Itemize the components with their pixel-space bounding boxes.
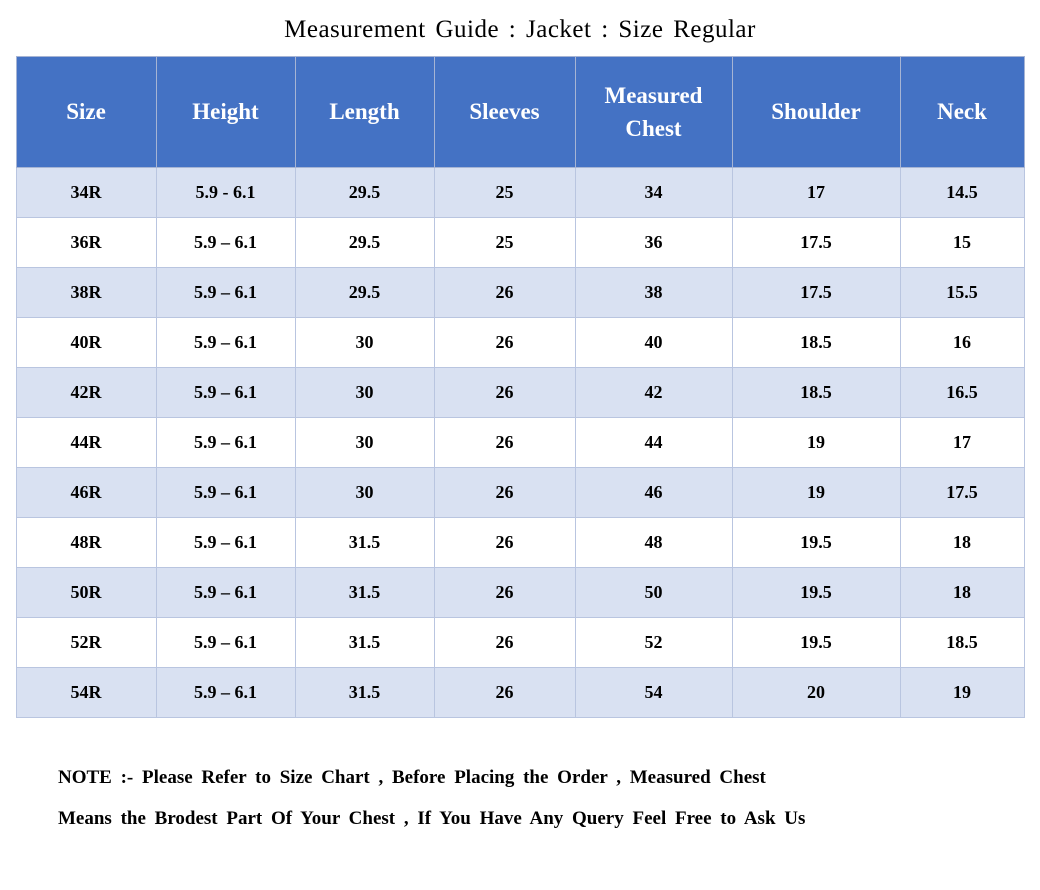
cell-length: 29.5 bbox=[295, 218, 434, 268]
cell-sleeves: 26 bbox=[434, 468, 575, 518]
cell-shoulder: 19.5 bbox=[732, 518, 900, 568]
table-header-row bbox=[16, 57, 1024, 168]
cell-height: 5.9 – 6.1 bbox=[156, 418, 295, 468]
cell-size: 34R bbox=[16, 168, 156, 218]
cell-size: 54R bbox=[16, 668, 156, 718]
cell-neck: 19 bbox=[900, 668, 1024, 718]
column-header-neck: Neck bbox=[900, 57, 1024, 168]
cell-length: 31.5 bbox=[295, 518, 434, 568]
cell-sleeves: 25 bbox=[434, 168, 575, 218]
cell-neck: 17 bbox=[900, 418, 1024, 468]
cell-shoulder: 18.5 bbox=[732, 368, 900, 418]
cell-shoulder: 17.5 bbox=[732, 268, 900, 318]
table-row bbox=[16, 268, 1024, 318]
table-row bbox=[16, 418, 1024, 468]
table-row bbox=[16, 368, 1024, 418]
cell-length: 31.5 bbox=[295, 668, 434, 718]
column-header-length: Length bbox=[295, 57, 434, 168]
cell-sleeves: 26 bbox=[434, 318, 575, 368]
cell-shoulder: 18.5 bbox=[732, 318, 900, 368]
cell-height: 5.9 – 6.1 bbox=[156, 318, 295, 368]
cell-sleeves: 26 bbox=[434, 568, 575, 618]
cell-size: 36R bbox=[16, 218, 156, 268]
cell-chest: 40 bbox=[575, 318, 732, 368]
column-header-height: Height bbox=[156, 57, 295, 168]
cell-neck: 18.5 bbox=[900, 618, 1024, 668]
cell-chest: 44 bbox=[575, 418, 732, 468]
cell-neck: 16 bbox=[900, 318, 1024, 368]
note-line-1: NOTE :- Please Refer to Size Chart , Before Placing the Order , Measured Chest bbox=[58, 767, 766, 788]
cell-sleeves: 26 bbox=[434, 668, 575, 718]
column-header-measured-chest: Measured Chest bbox=[575, 57, 732, 168]
cell-height: 5.9 – 6.1 bbox=[156, 518, 295, 568]
cell-length: 30 bbox=[295, 368, 434, 418]
cell-shoulder: 20 bbox=[732, 668, 900, 718]
cell-length: 30 bbox=[295, 318, 434, 368]
cell-chest: 42 bbox=[575, 368, 732, 418]
cell-length: 29.5 bbox=[295, 268, 434, 318]
cell-size: 40R bbox=[16, 318, 156, 368]
cell-shoulder: 19.5 bbox=[732, 568, 900, 618]
cell-chest: 36 bbox=[575, 218, 732, 268]
size-chart-table bbox=[16, 56, 1025, 718]
cell-neck: 16.5 bbox=[900, 368, 1024, 418]
table-row bbox=[16, 468, 1024, 518]
table-row bbox=[16, 618, 1024, 668]
cell-size: 52R bbox=[16, 618, 156, 668]
column-header-size: Size bbox=[16, 57, 156, 168]
cell-sleeves: 26 bbox=[434, 368, 575, 418]
cell-length: 31.5 bbox=[295, 618, 434, 668]
table-row bbox=[16, 318, 1024, 368]
table-body bbox=[16, 168, 1024, 718]
cell-height: 5.9 – 6.1 bbox=[156, 668, 295, 718]
note-line-2: Means the Brodest Part Of Your Chest , If You Have Any Query Feel Free to Ask Us bbox=[58, 808, 806, 829]
cell-neck: 14.5 bbox=[900, 168, 1024, 218]
cell-height: 5.9 – 6.1 bbox=[156, 368, 295, 418]
cell-chest: 34 bbox=[575, 168, 732, 218]
cell-height: 5.9 – 6.1 bbox=[156, 618, 295, 668]
cell-shoulder: 19.5 bbox=[732, 618, 900, 668]
table-row bbox=[16, 568, 1024, 618]
cell-neck: 15.5 bbox=[900, 268, 1024, 318]
cell-chest: 38 bbox=[575, 268, 732, 318]
table-row bbox=[16, 518, 1024, 568]
cell-size: 46R bbox=[16, 468, 156, 518]
table-row bbox=[16, 668, 1024, 718]
cell-chest: 54 bbox=[575, 668, 732, 718]
cell-neck: 18 bbox=[900, 568, 1024, 618]
notes-section bbox=[16, 718, 1024, 850]
cell-neck: 17.5 bbox=[900, 468, 1024, 518]
cell-chest: 50 bbox=[575, 568, 732, 618]
cell-neck: 15 bbox=[900, 218, 1024, 268]
cell-height: 5.9 - 6.1 bbox=[156, 168, 295, 218]
cell-sleeves: 26 bbox=[434, 518, 575, 568]
cell-shoulder: 19 bbox=[732, 468, 900, 518]
cell-shoulder: 19 bbox=[732, 418, 900, 468]
cell-sleeves: 26 bbox=[434, 418, 575, 468]
cell-length: 30 bbox=[295, 418, 434, 468]
cell-chest: 46 bbox=[575, 468, 732, 518]
cell-length: 30 bbox=[295, 468, 434, 518]
cell-height: 5.9 – 6.1 bbox=[156, 568, 295, 618]
column-header-shoulder: Shoulder bbox=[732, 57, 900, 168]
column-header-sleeves: Sleeves bbox=[434, 57, 575, 168]
cell-size: 42R bbox=[16, 368, 156, 418]
cell-length: 31.5 bbox=[295, 568, 434, 618]
table-row bbox=[16, 168, 1024, 218]
cell-size: 48R bbox=[16, 518, 156, 568]
cell-size: 38R bbox=[16, 268, 156, 318]
cell-chest: 48 bbox=[575, 518, 732, 568]
cell-shoulder: 17.5 bbox=[732, 218, 900, 268]
cell-shoulder: 17 bbox=[732, 168, 900, 218]
cell-neck: 18 bbox=[900, 518, 1024, 568]
cell-sleeves: 26 bbox=[434, 268, 575, 318]
table-header bbox=[16, 57, 1024, 168]
cell-sleeves: 26 bbox=[434, 618, 575, 668]
cell-length: 29.5 bbox=[295, 168, 434, 218]
cell-size: 44R bbox=[16, 418, 156, 468]
table-row bbox=[16, 218, 1024, 268]
cell-size: 50R bbox=[16, 568, 156, 618]
cell-height: 5.9 – 6.1 bbox=[156, 218, 295, 268]
cell-chest: 52 bbox=[575, 618, 732, 668]
page-title: Measurement Guide : Jacket : Size Regular bbox=[284, 16, 756, 43]
cell-height: 5.9 – 6.1 bbox=[156, 468, 295, 518]
cell-sleeves: 25 bbox=[434, 218, 575, 268]
cell-height: 5.9 – 6.1 bbox=[156, 268, 295, 318]
